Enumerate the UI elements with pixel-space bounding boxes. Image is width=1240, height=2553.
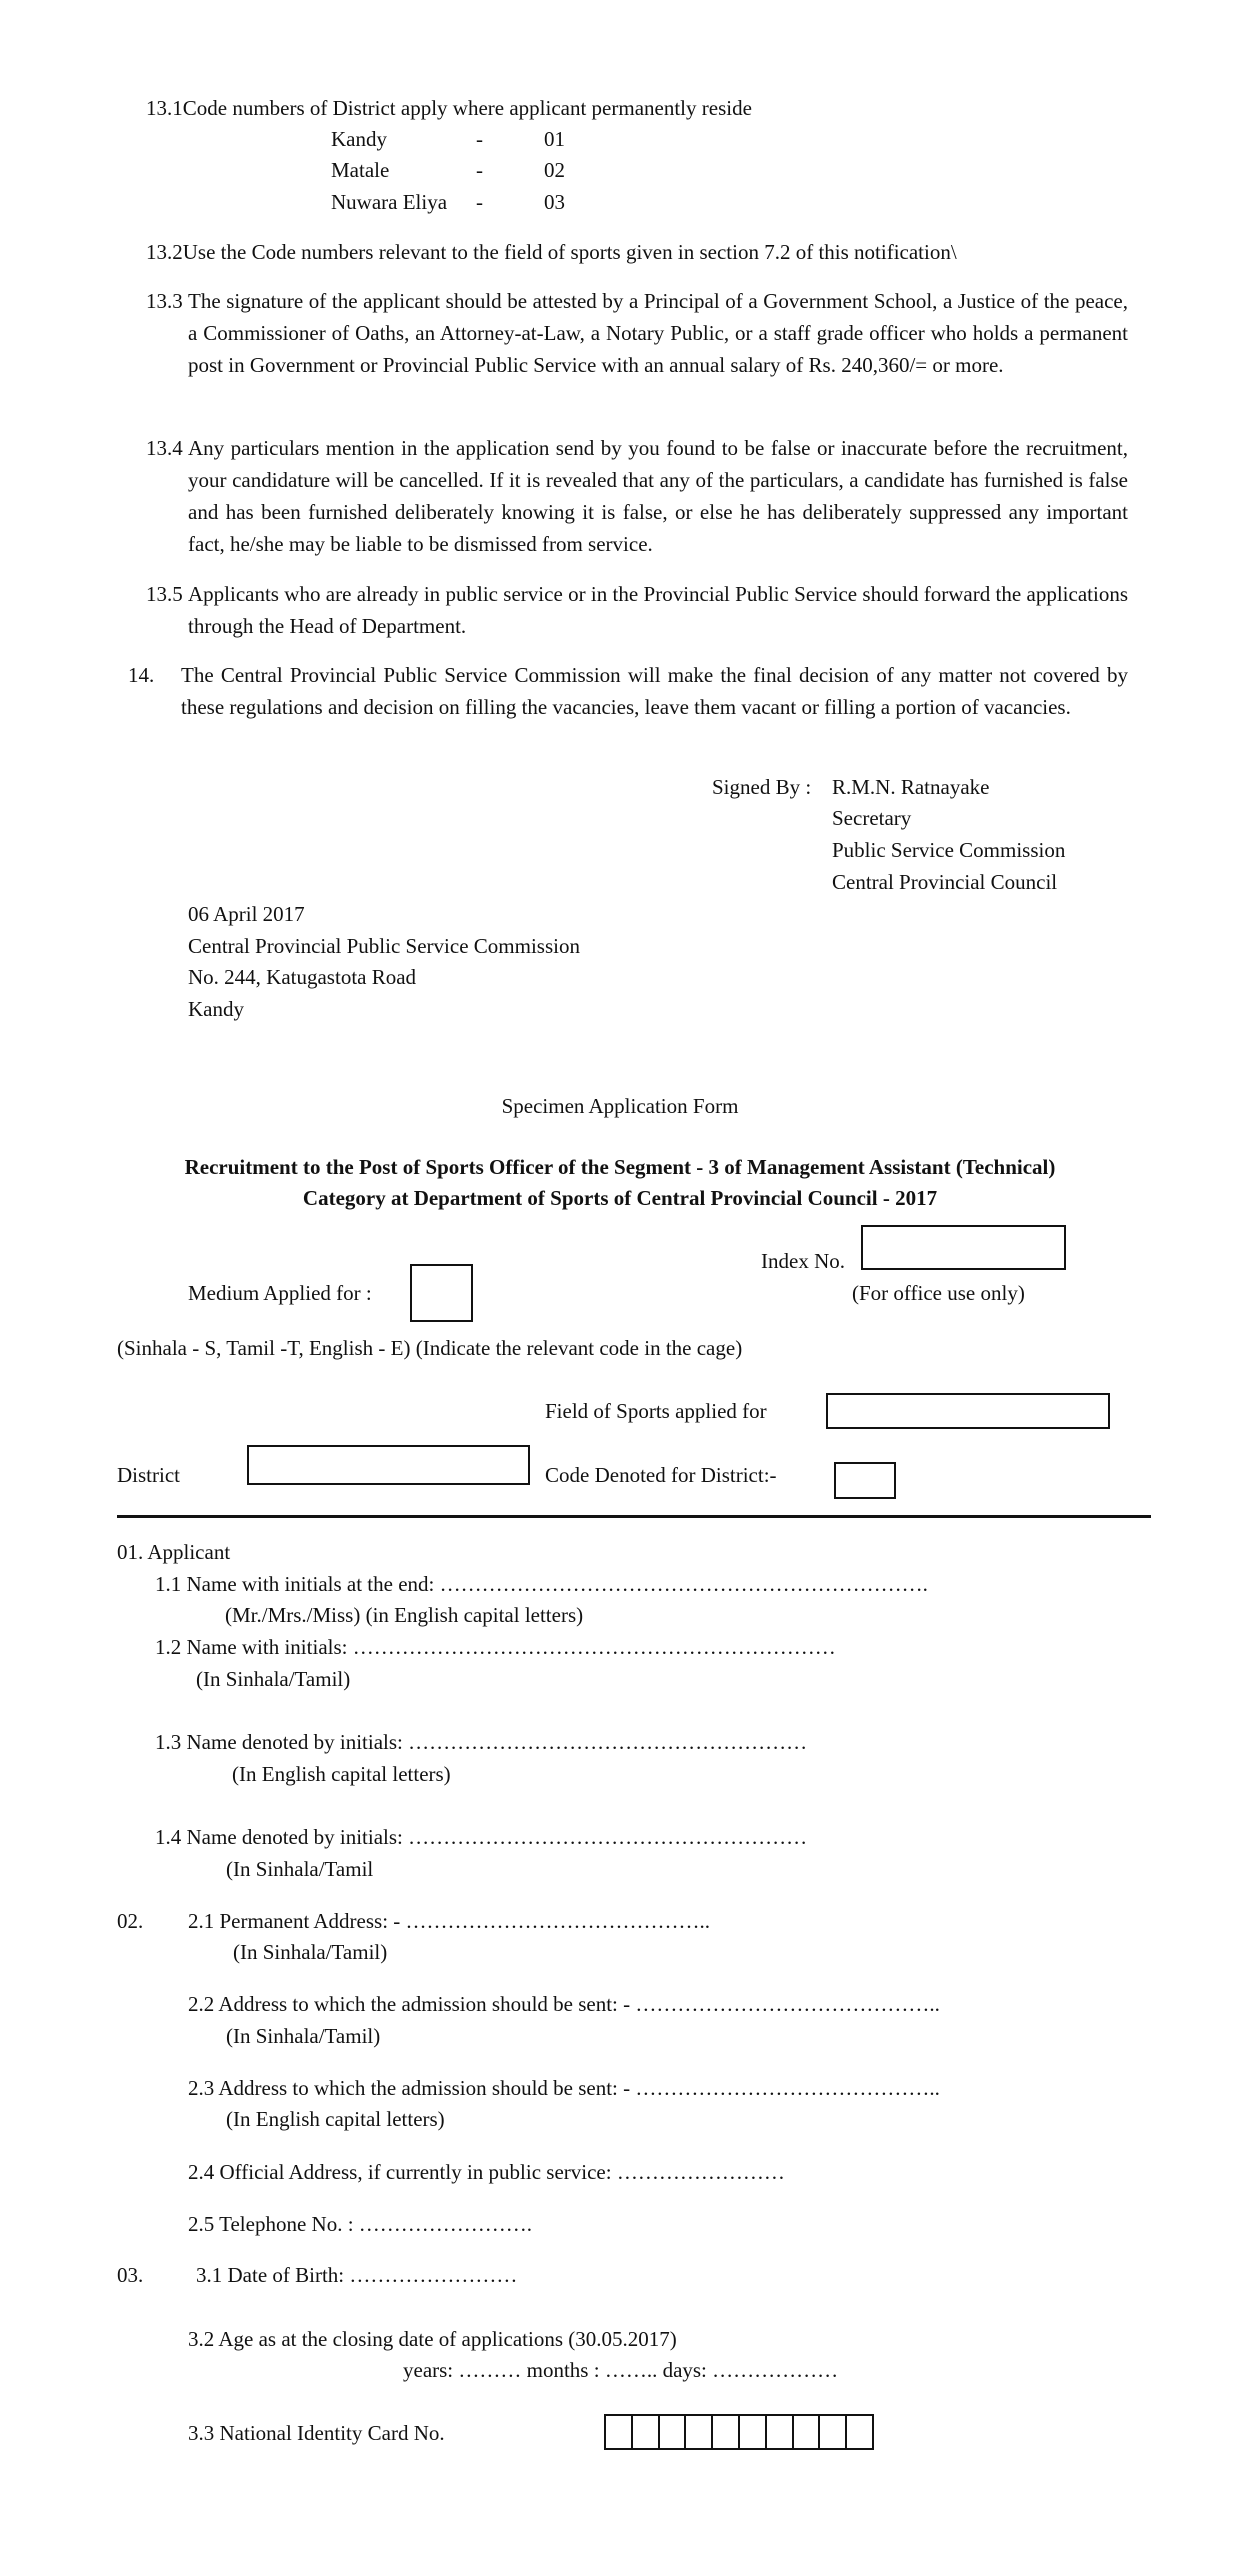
nic-digit-cell[interactable] — [738, 2416, 765, 2448]
district-code: 02 — [544, 158, 565, 182]
question-1-1: 1.1 Name with initials at the end: ……………………………………………………………. — [155, 1572, 928, 1596]
district-box[interactable] — [247, 1445, 530, 1485]
question-note: (In Sinhala/Tamil) — [196, 1667, 351, 1691]
question-note: (In English capital letters) — [226, 2107, 445, 2131]
question-2-3: 2.3 Address to which the admission should be sent: - …………………………………….. — [188, 2076, 940, 2100]
question-note: (In Sinhala/Tamil — [226, 1857, 374, 1881]
signatory-name: R.M.N. Ratnayake — [832, 775, 990, 799]
district-name: Kandy — [331, 127, 387, 151]
question-2-2: 2.2 Address to which the admission should be sent: - …………………………………….. — [188, 1992, 940, 2016]
question-2-1: 2.1 Permanent Address: - …………………………………….. — [188, 1909, 711, 1933]
form-heading: Recruitment to the Post of Sports Officer of the Segment - 3 of Management Assistant (Technical) — [184, 1155, 1056, 1179]
section-13-5-text: Applicants who are already in public service or in the Provincial Public Service should forward the applications through the Head of Department. — [188, 582, 1128, 638]
question-2-5: 2.5 Telephone No. : ……………………. — [188, 2212, 533, 2236]
office-use-note: (For office use only) — [852, 1281, 1025, 1305]
form-heading: Category at Department of Sports of Central Provincial Council - 2017 — [302, 1186, 938, 1210]
field-of-sports-label: Field of Sports applied for — [545, 1399, 767, 1423]
nic-digit-cell[interactable] — [845, 2416, 872, 2448]
medium-label: Medium Applied for : — [188, 1281, 372, 1305]
district-dash: - — [476, 190, 483, 214]
question-note: (In English capital letters) — [232, 1762, 451, 1786]
district-code-box[interactable] — [834, 1462, 896, 1499]
medium-codes-note: (Sinhala - S, Tamil -T, English - E) (Indicate the relevant code in the cage) — [117, 1336, 743, 1360]
signed-by-label: Signed By : — [712, 775, 812, 799]
signatory-org: Public Service Commission — [832, 838, 1066, 862]
notice-date: 06 April 2017 — [188, 902, 305, 926]
district-label: District — [117, 1463, 180, 1487]
question-1-2: 1.2 Name with initials: …………………………………………………………… — [155, 1635, 836, 1659]
question-3-1: 3.1 Date of Birth: …………………… — [196, 2263, 518, 2287]
index-no-label: Index No. — [761, 1249, 845, 1273]
nic-digit-cell[interactable] — [765, 2416, 792, 2448]
section-text: Code numbers of District apply where applicant permanently reside — [182, 96, 752, 120]
nic-digit-cell[interactable] — [606, 2416, 631, 2448]
district-dash: - — [476, 158, 483, 182]
signatory-title: Secretary — [832, 806, 912, 830]
section-13-1 — [146, 96, 752, 121]
section-number: 13.2 — [146, 240, 183, 264]
section-divider — [117, 1515, 1151, 1518]
section-number: 14. — [128, 663, 155, 687]
question-note: (In Sinhala/Tamil) — [233, 1940, 388, 1964]
index-no-box — [861, 1225, 1066, 1270]
age-line: years: ……… months : …….. days: ……………… — [403, 2358, 839, 2382]
question-2-4: 2.4 Official Address, if currently in public service: …………………… — [188, 2160, 785, 2184]
nic-digit-cell[interactable] — [684, 2416, 711, 2448]
nic-digit-cell[interactable] — [631, 2416, 658, 2448]
nic-digit-cell[interactable] — [658, 2416, 685, 2448]
nic-digit-cell[interactable] — [818, 2416, 845, 2448]
question-3-3: 3.3 National Identity Card No. — [188, 2421, 445, 2445]
district-dash: - — [476, 127, 483, 151]
section-03-number: 03. — [117, 2263, 144, 2287]
field-of-sports-box[interactable] — [826, 1393, 1110, 1429]
nic-digit-cell[interactable] — [711, 2416, 738, 2448]
district-name: Nuwara Eliya — [331, 190, 448, 214]
section-13-4-text: Any particulars mention in the application send by you found to be false or inaccurate before the recruitment, your candidature will be cancelled. If it is revealed that any of the particulars, a candidate has furnished is false and has been furnished deliberately knowing it is false, or else he has deliberately suppressed any important fact, he/she may be liable to be dismissed from service. — [188, 436, 1128, 556]
applicant-heading: 01. Applicant — [117, 1540, 231, 1564]
sender-line: No. 244, Katugastota Road — [188, 965, 417, 989]
district-code: 03 — [544, 190, 565, 214]
section-number: 13.3 — [146, 289, 183, 313]
section-02-number: 02. — [117, 1909, 144, 1933]
medium-input-box[interactable] — [410, 1264, 473, 1322]
section-number: 13.4 — [146, 436, 183, 460]
section-14-text: The Central Provincial Public Service Commission will make the final decision of any matter not covered by these regulations and decision on filling the vacancies, leave them vacant or filling a portion of vacancies. — [181, 663, 1128, 719]
question-note: (In Sinhala/Tamil) — [226, 2024, 381, 2048]
signatory-org: Central Provincial Council — [832, 870, 1058, 894]
district-name: Matale — [331, 158, 390, 182]
section-text: Use the Code numbers relevant to the field of sports given in section 7.2 of this notification\ — [182, 240, 957, 264]
section-number: 13.5 — [146, 582, 183, 606]
section-13-2 — [146, 240, 957, 265]
sender-line: Kandy — [188, 997, 244, 1021]
question-1-4: 1.4 Name denoted by initials: ………………………………………………… — [155, 1825, 808, 1849]
section-number: 13.1 — [146, 96, 183, 120]
question-3-2: 3.2 Age as at the closing date of applications (30.05.2017) — [188, 2327, 677, 2351]
nic-digit-cell[interactable] — [792, 2416, 819, 2448]
question-1-3: 1.3 Name denoted by initials: ………………………………………………… — [155, 1730, 808, 1754]
specimen-title: Specimen Application Form — [501, 1094, 739, 1118]
sender-line: Central Provincial Public Service Commission — [188, 934, 580, 958]
district-code-label: Code Denoted for District:- — [545, 1463, 777, 1487]
district-code: 01 — [544, 127, 565, 151]
section-13-3-text: The signature of the applicant should be attested by a Principal of a Government School, a Justice of the peace, a Commissioner of Oaths, an Attorney-at-Law, a Notary Public, or a staff grade officer who holds a permanent post in Government or Provincial Public Service with an annual salary of Rs. 240,360/= or more. — [188, 289, 1128, 377]
question-note: (Mr./Mrs./Miss) (in English capital letters) — [225, 1603, 584, 1627]
nic-number-boxes[interactable] — [604, 2414, 874, 2450]
